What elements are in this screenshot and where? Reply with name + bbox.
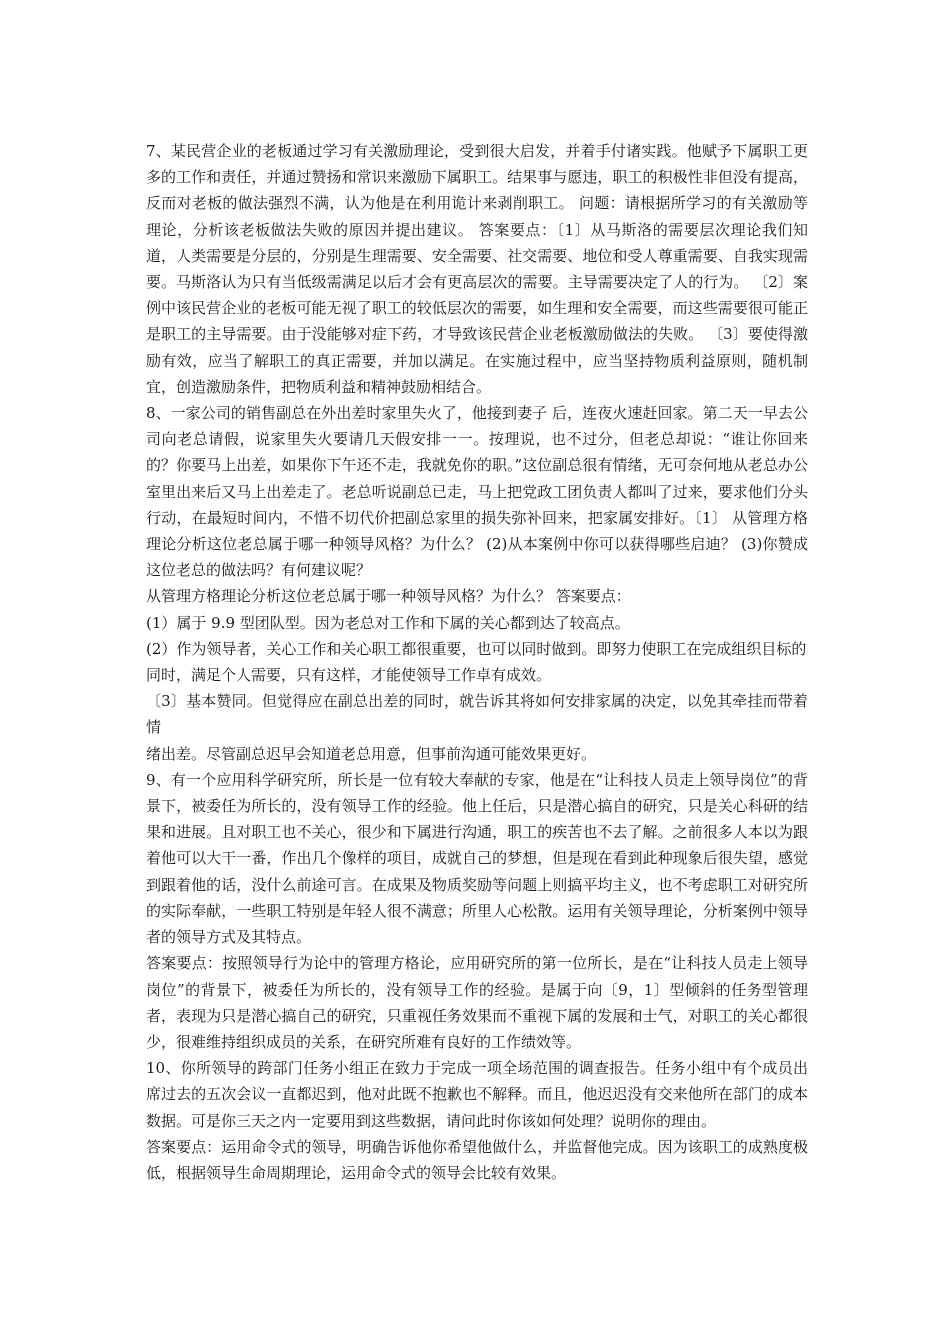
question-8-answer-heading: 从管理方格理论分析这位老总属于哪一种领导风格？为什么？ 答案要点：	[146, 587, 631, 606]
question-10-paragraph: 10、你所领导的跨部门任务小组正在致力于完成一项全场范围的调查报告。任务小组中有个成员出席过去的五次会议一直都迟到，他对此既不抱歉也不解释。而且，他迟迟没有交来他所在部门的成本数据。可是你三天之内一定要用到这些数据，请问此时你该如何处理？说明你的理由。	[146, 1059, 808, 1130]
question-8-answer-3: 〔3〕基本赞同。但觉得应在副总出差的同时，就告诉其将如何安排家属的决定，以免其牵挂而带着情	[146, 692, 808, 737]
question-8-paragraph: 8、一家公司的销售副总在外出差时家里失火了，他接到妻子 后，连夜火速赶回家。第二天一早去公司向老总请假，说家里失火要请几天假安排一一。按理说，也不过分，但老总却说：“谁让你回来的？你要马上出差，如果你下午还不走，我就免你的职。”这位副总很有情绪，无可奈何地从老总办公室里出来后又马上出差走了。老总听说副总已走，马上把党政工团负责人都叫了过来，要求他们分头行动，在最短时间内，不惜不切代价把副总家里的损失弥补回来，把家属安排好。〔1〕 从管理方格理论分析这位老总属于哪一种领导风格？为什么？ (2)从本案例中你可以获得哪些启迪？ (3)你赞成这位老总的做法吗？有何建议呢？	[146, 404, 808, 580]
question-8-answer-2: (2）作为领导者，关心工作和关心职工都很重要，也可以同时做到。即努力使职工在完成组织目标的	[146, 639, 807, 658]
question-8-answer-1: (1）属于 9.9 型团队型。因为老总对工作和下属的关心都到达了较高点。	[146, 613, 630, 632]
question-8-answer-2-cont: 同时，满足个人需要，只有这样，才能使领导工作卓有成效。	[146, 666, 552, 685]
question-7-paragraph: 7、某民营企业的老板通过学习有关激励理论，受到很大启发，并着手付诸实践。他赋予下属职工更多的工作和责任，并通过赞扬和常识来激励下属职工。结果事与愿违，职工的积极性非但没有提高，反而对老板的做法强烈不满，认为他是在利用诡计来剥削职工。 问题：请根据所学习的有关激励等理论，分析该老板做法失败的原因并提出建议。 答案要点：〔1〕从马斯洛的需要层次理论我们知道，人类需要是分层的，分别是生理需要、安全需要、社交需要、地位和受人尊重需要、自我实现需要。马斯洛认为只有当低级需满足以后才会有更高层次的需要。主导需要决定了人的行为。 〔2〕案例中该民营企业的老板可能无视了职工的较低层次的需要，如生理和安全需要，而这些需要很可能正是职工的主导需要。由于没能够对症下药，才导致该民营企业老板激励做法的失败。 〔3〕要使得激励有效，应当了解职工的真正需要，并加以满足。在实施过程中，应当坚持物质利益原则，随机制宜，创造激励条件，把物质利益和精神鼓励相结合。	[146, 142, 808, 396]
question-8-answer-3-cont: 绪出差。尽管副总迟早会知道老总用意，但事前沟通可能效果更好。	[146, 744, 597, 763]
document-body	[146, 138, 808, 1186]
question-10-answer: 答案要点：运用命令式的领导，明确告诉他你希望他做什么，并监督他完成。因为该职工的成熟度极低，根据领导生命周期理论，运用命令式的领导会比较有效果。	[146, 1137, 808, 1182]
question-9-answer: 答案要点：按照领导行为论中的管理方格论，应用研究所的第一位所长，是在“让科技人员走上领导岗位”的背景下，被委任为所长的，没有领导工作的经验。是属于向〔9，1〕型倾斜的任务型管理者，表现为只是潜心搞自己的研究，只重视任务效果而不重视下属的发展和士气，对职工的关心都很少，很难维持组织成员的关系，在研究所难有良好的工作绩效等。	[146, 954, 808, 1051]
question-9-paragraph: 9、有一个应用科学研究所，所长是一位有较大奉献的专家，他是在“让科技人员走上领导岗位”的背景下，被委任为所长的，没有领导工作的经验。他上任后，只是潜心搞自的研究，只是关心科研的结果和进展。且对职工也不关心，很少和下属进行沟通，职工的疾苦也不去了解。之前很多人本以为跟着他可以大干一番，作出几个像样的项目，成就自己的梦想，但是现在看到此种现象后很失望，感觉到跟着他的话，没什么前途可言。在成果及物质奖励等问题上则搞平均主义，也不考虑职工对研究所的实际奉献，一些职工特别是年轻人很不满意；所里人心松散。运用有关领导理论，分析案例中领导者的领导方式及其特点。	[146, 770, 808, 947]
